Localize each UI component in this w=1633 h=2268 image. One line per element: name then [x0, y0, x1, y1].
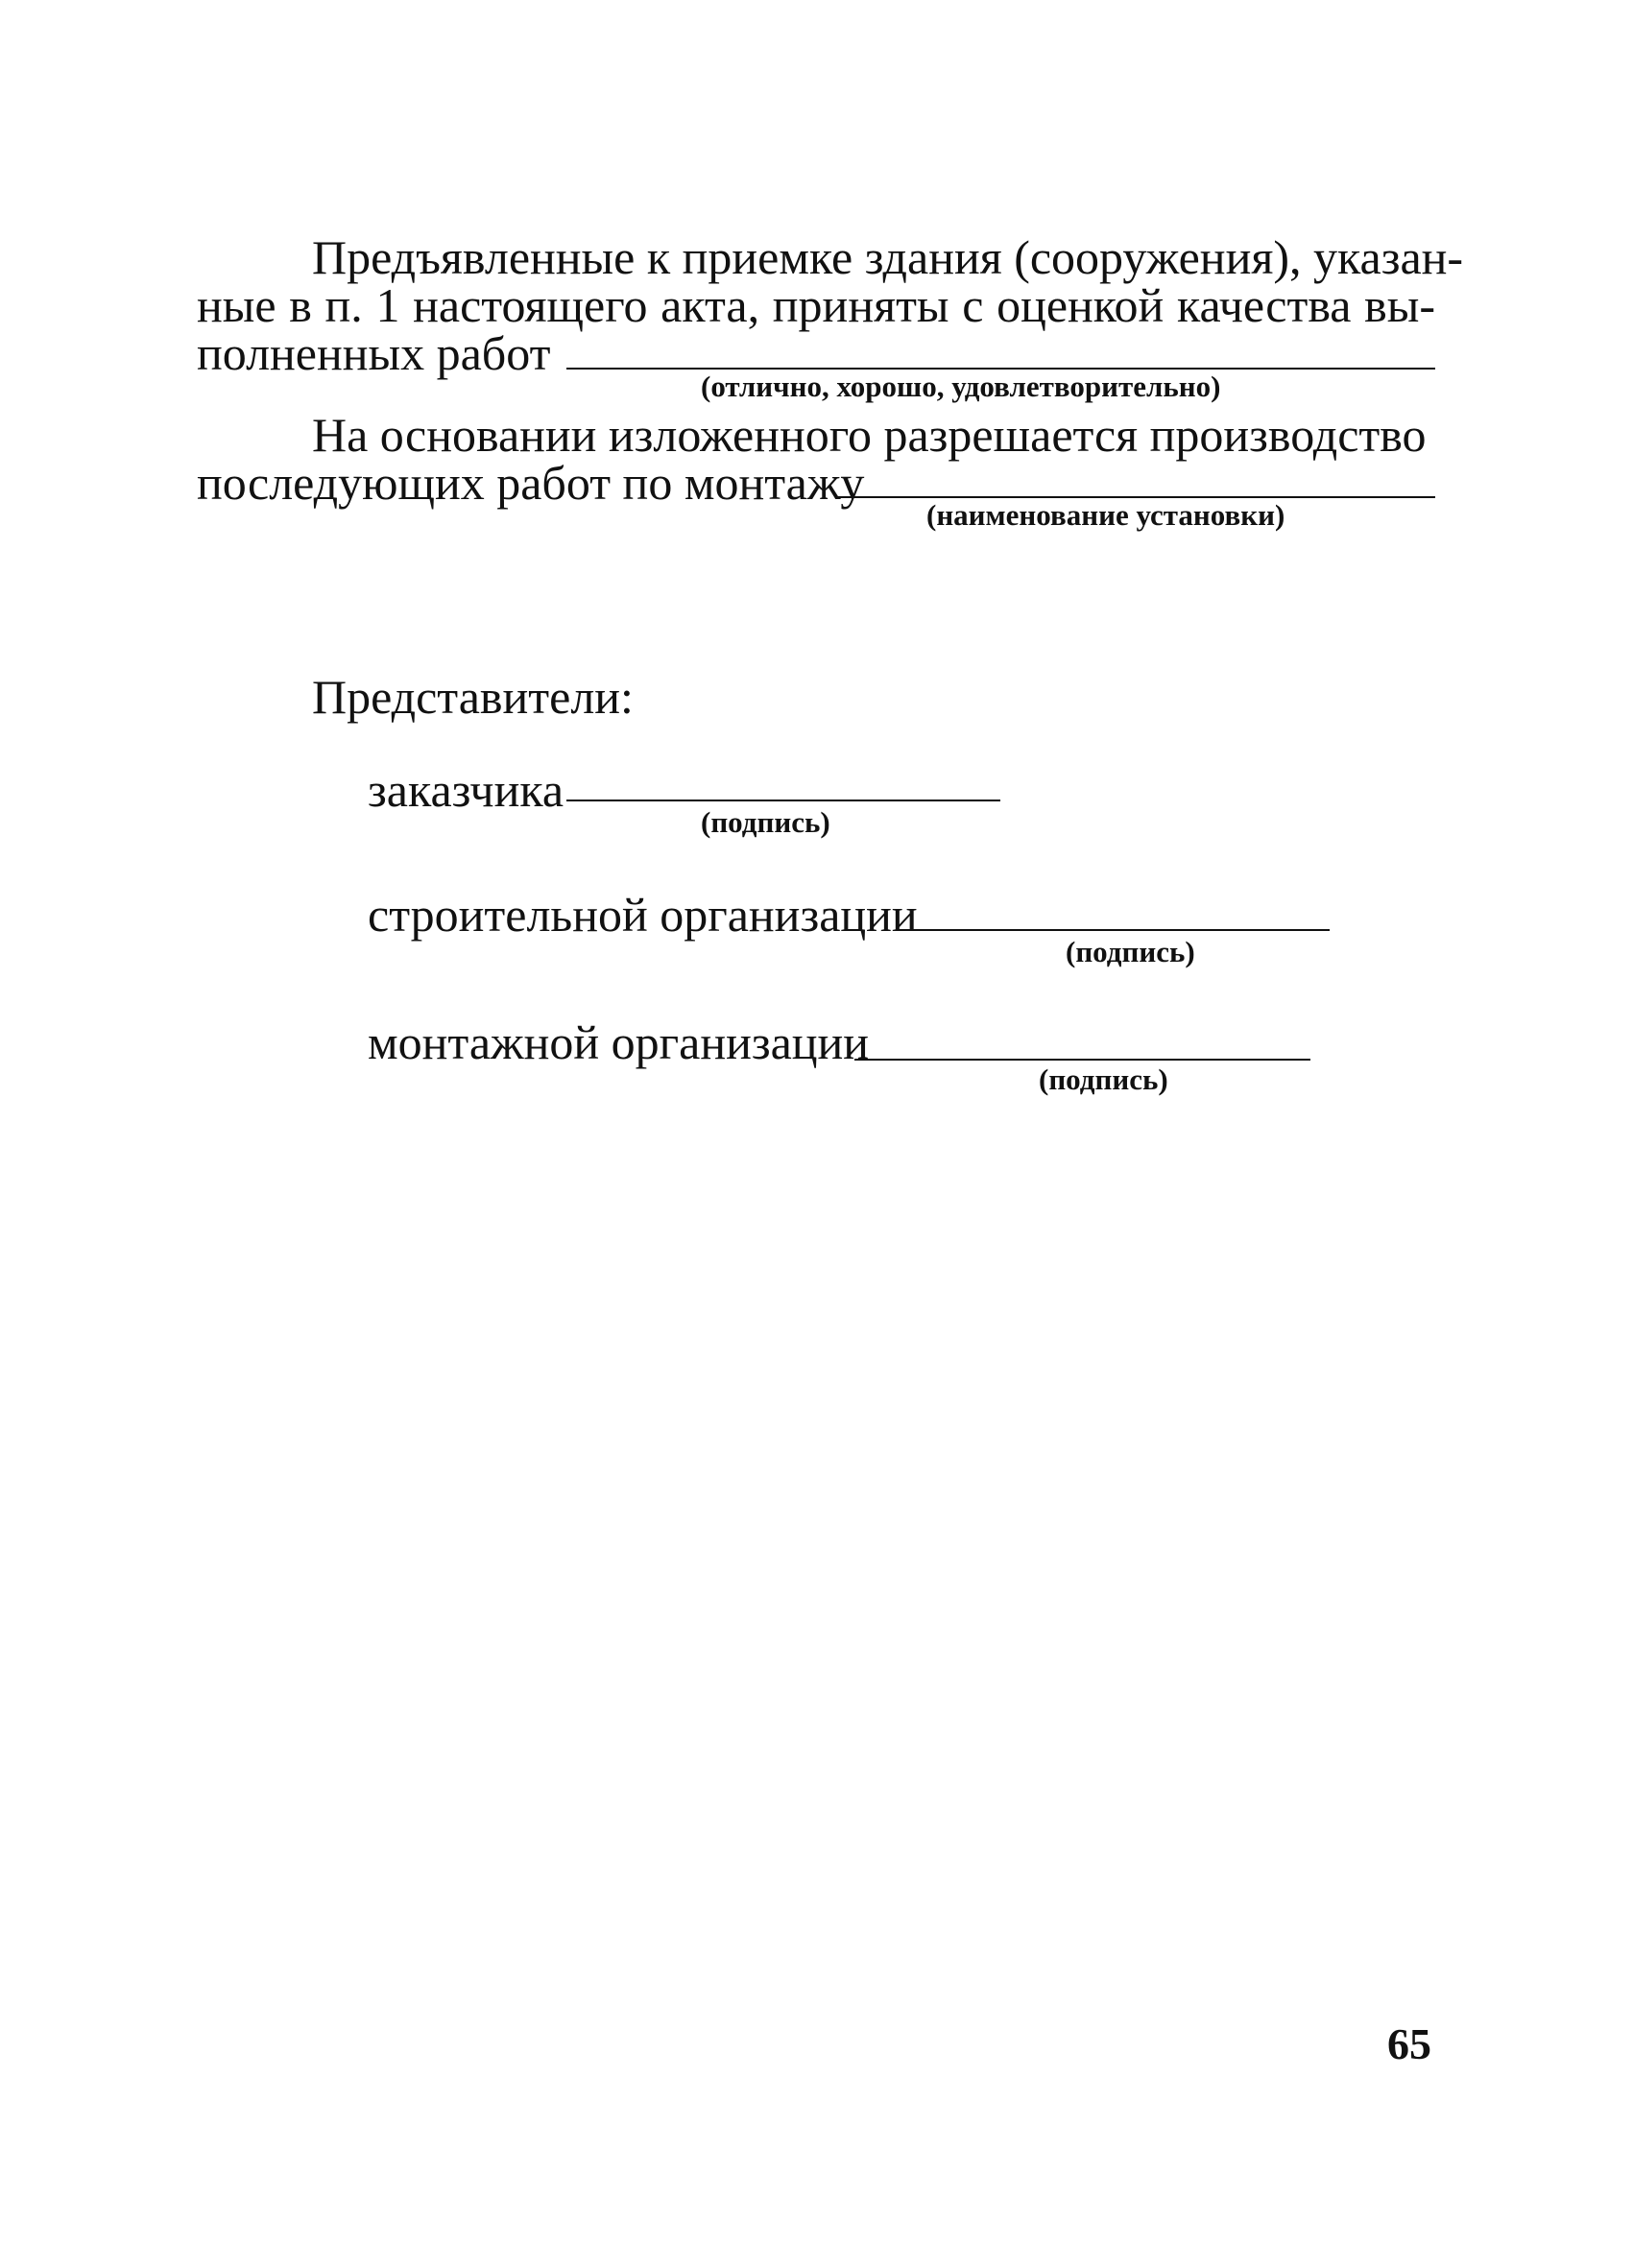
- installation-org-signature-caption: (подпись): [1039, 1062, 1168, 1096]
- paragraph2-line1: На основании изложенного разрешается производство: [312, 408, 1427, 462]
- customer-signature-line[interactable]: [566, 800, 1000, 801]
- paragraph1-line3: полненных работ: [197, 326, 551, 380]
- customer-signature-caption: (подпись): [701, 805, 830, 839]
- construction-org-label: строительной организации: [368, 888, 918, 942]
- page-number: 65: [1387, 2019, 1431, 2068]
- customer-label: заказчика: [368, 763, 564, 817]
- paragraph2-line2: последующих работ по монтажу: [197, 456, 865, 510]
- quality-rating-caption: (отлично, хорошо, удовлетворительно): [701, 370, 1221, 403]
- paragraph1-line2: ные в п. 1 настоящего акта, приняты с оценкой качества вы-: [197, 278, 1435, 332]
- installation-org-signature-line[interactable]: [854, 1059, 1310, 1061]
- construction-org-signature-line[interactable]: [896, 929, 1330, 931]
- installation-org-label: монтажной организации: [368, 1015, 870, 1069]
- representatives-heading: Представители:: [312, 670, 634, 724]
- construction-org-signature-caption: (подпись): [1066, 935, 1195, 968]
- paragraph1-line1: Предъявленные к приемке здания (сооружения), указан-: [312, 230, 1464, 284]
- installation-name-caption: (наименование установки): [926, 498, 1285, 532]
